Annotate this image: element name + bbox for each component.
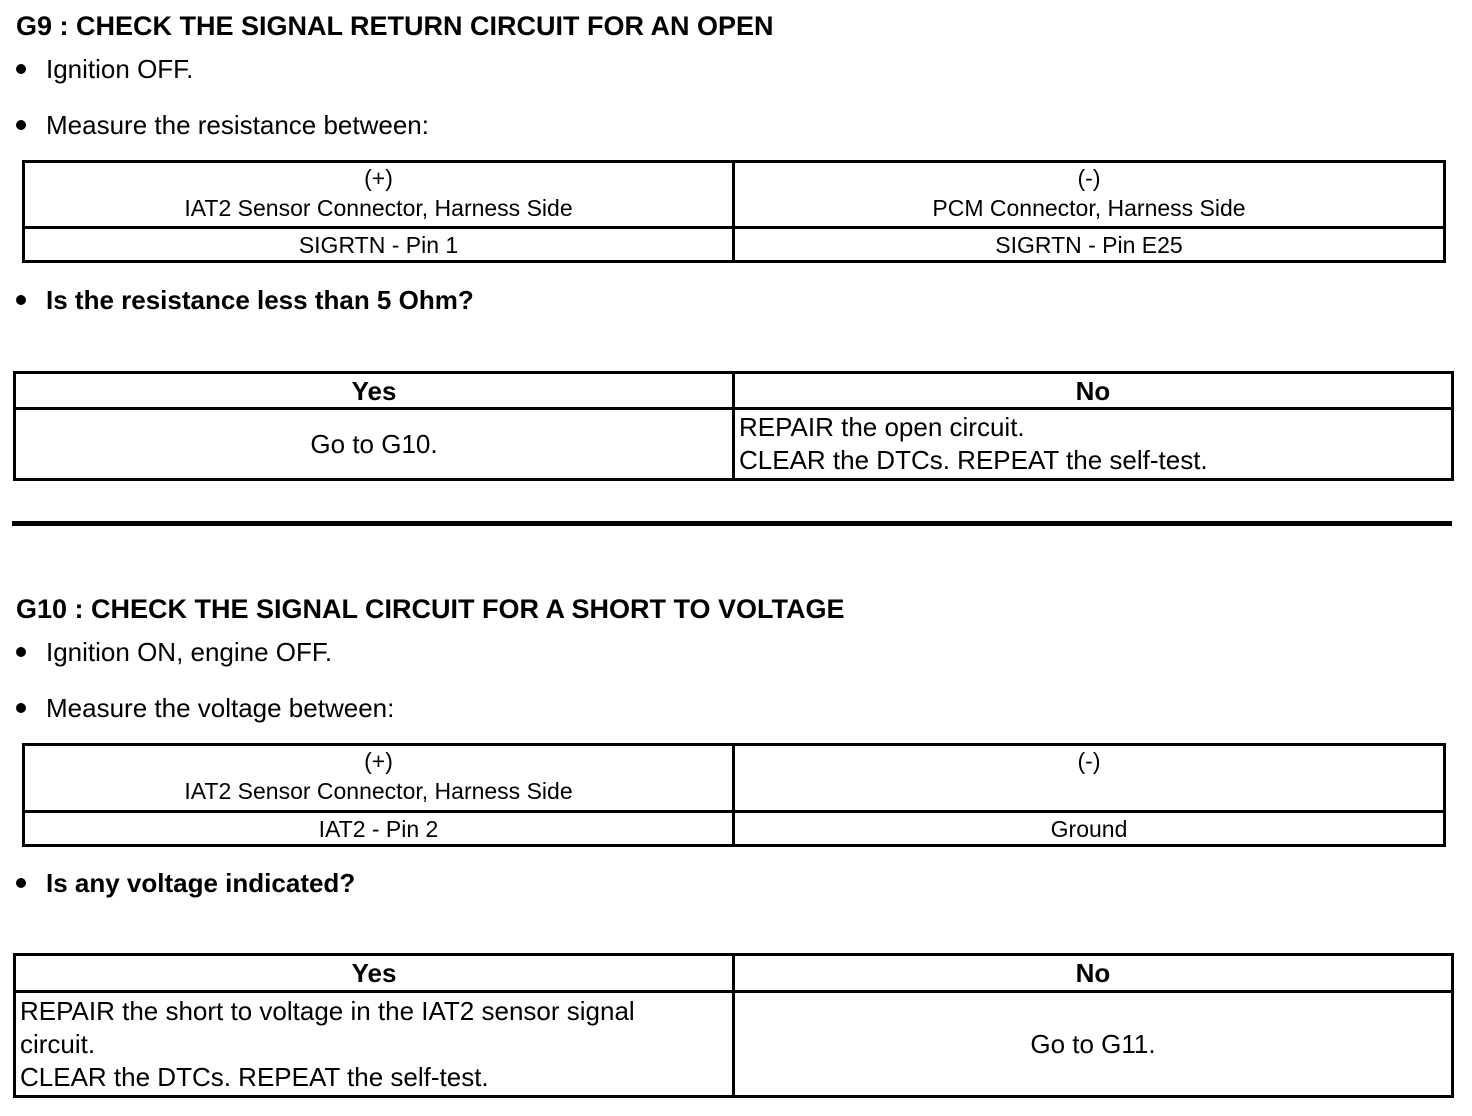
g10-pos-symbol: (+): [364, 748, 393, 774]
g10-no-header: No: [734, 955, 1453, 992]
g9-result-table: [13, 371, 1454, 481]
g10-bullet-ignition: [16, 637, 332, 667]
g10-question: [16, 868, 355, 898]
g9-no-header: No: [734, 373, 1453, 409]
g10-pos-header-cell: [24, 745, 734, 812]
g10-yes-action-line: REPAIR the short to voltage in the IAT2 sensor signal: [20, 995, 635, 1026]
bullet-dot-icon: [16, 878, 26, 888]
g9-question: [16, 285, 474, 315]
g10-result-table: [13, 953, 1454, 1098]
g10-yes-header: Yes: [15, 955, 734, 992]
g9-yes-header: Yes: [15, 373, 734, 409]
g10-yes-action: [15, 992, 734, 1097]
g9-pos-symbol: (+): [364, 165, 393, 191]
bullet-dot-icon: [16, 120, 26, 130]
g10-neg-pin: Ground: [734, 812, 1445, 846]
g9-yes-action: Go to G10.: [15, 409, 734, 480]
g9-neg-header-cell: [734, 162, 1445, 228]
g10-neg-symbol: (-): [1077, 748, 1101, 774]
g9-bullet-ignition: [16, 54, 193, 84]
g10-bullet-measure: [16, 693, 394, 723]
g10-measure-table: [22, 743, 1446, 847]
g10-bullet-measure-text: Measure the voltage between:: [46, 693, 395, 723]
g10-question-text: Is any voltage indicated?: [46, 868, 356, 898]
g10-pos-label: IAT2 Sensor Connector, Harness Side: [184, 778, 573, 804]
section-divider: [12, 521, 1452, 526]
g9-no-action-line: REPAIR the open circuit.: [739, 412, 1025, 442]
g10-yes-action-line: circuit.: [20, 1028, 96, 1059]
table-row: [15, 373, 1453, 409]
table-row: [24, 745, 1445, 812]
g9-no-action-line: CLEAR the DTCs. REPEAT the self-test.: [739, 445, 1208, 475]
g9-neg-symbol: (-): [1077, 165, 1101, 191]
g10-bullet-ignition-text: Ignition ON, engine OFF.: [46, 637, 333, 667]
table-row: [24, 228, 1445, 262]
bullet-dot-icon: [16, 647, 26, 657]
g9-no-action: [734, 409, 1453, 480]
table-row: [24, 812, 1445, 846]
g9-bullet-measure-text: Measure the resistance between:: [46, 110, 429, 140]
g9-neg-label: PCM Connector, Harness Side: [932, 195, 1246, 221]
bullet-dot-icon: [16, 64, 26, 74]
g10-no-action: Go to G11.: [734, 992, 1453, 1097]
g10-heading: G10 : CHECK THE SIGNAL CIRCUIT FOR A SHORT TO VOLTAGE: [16, 594, 845, 624]
table-row: [15, 955, 1453, 992]
g10-neg-header-cell: [734, 745, 1445, 812]
g10-yes-action-line: CLEAR the DTCs. REPEAT the self-test.: [20, 1061, 489, 1092]
bullet-dot-icon: [16, 703, 26, 713]
g9-bullet-ignition-text: Ignition OFF.: [46, 54, 194, 84]
table-row: [15, 409, 1453, 480]
g9-pos-label: IAT2 Sensor Connector, Harness Side: [184, 195, 573, 221]
g9-neg-pin: SIGRTN - Pin E25: [734, 228, 1445, 262]
table-row: [24, 162, 1445, 228]
g9-pos-pin: SIGRTN - Pin 1: [24, 228, 734, 262]
g9-bullet-measure: [16, 110, 429, 140]
g9-heading: G9 : CHECK THE SIGNAL RETURN CIRCUIT FOR AN OPEN: [16, 11, 774, 41]
g9-question-text: Is the resistance less than 5 Ohm?: [46, 285, 474, 315]
g10-pos-pin: IAT2 - Pin 2: [24, 812, 734, 846]
g9-measure-table: [22, 160, 1446, 263]
g9-pos-header-cell: [24, 162, 734, 228]
table-row: [15, 992, 1453, 1097]
bullet-dot-icon: [16, 295, 26, 305]
